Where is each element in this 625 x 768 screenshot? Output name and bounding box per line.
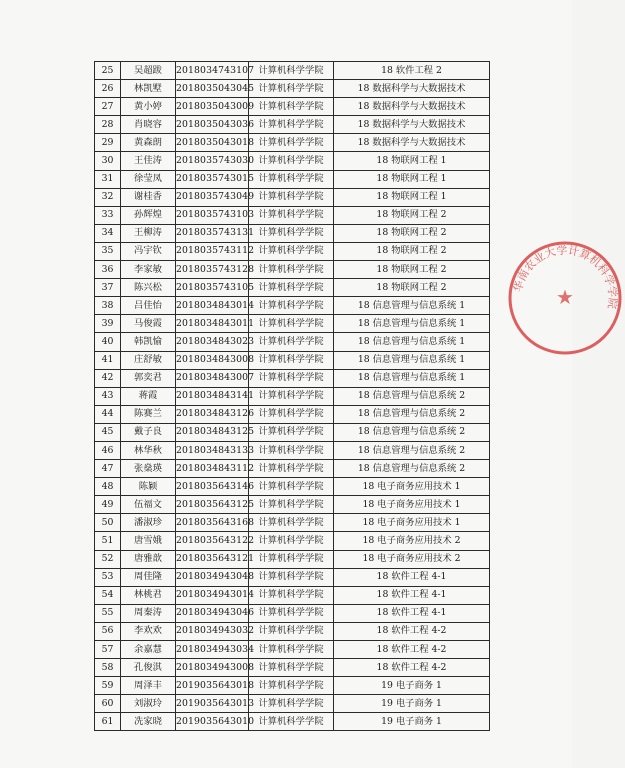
student-id: 2018034843125 (176, 423, 249, 441)
major-class: 18 物联网工程 2 (334, 242, 490, 260)
student-name: 吴超跋 (121, 62, 176, 80)
student-id: 2018034943034 (176, 641, 249, 659)
row-number: 60 (95, 695, 121, 713)
student-name: 王柳涛 (121, 224, 176, 242)
student-id: 2019035643018 (176, 677, 249, 695)
college-name: 计算机科学学院 (249, 369, 334, 387)
student-id: 2018035743128 (176, 261, 249, 279)
major-class: 18 数据科学与大数据技术 (334, 116, 490, 134)
table-row (95, 206, 490, 224)
student-id: 2018034943032 (176, 622, 249, 640)
major-class: 18 软件工程 4-2 (334, 641, 490, 659)
table-row (95, 170, 490, 188)
student-id: 2018035743049 (176, 188, 249, 206)
row-number: 40 (95, 333, 121, 351)
student-name: 潘淑珍 (121, 514, 176, 532)
college-name: 计算机科学学院 (249, 423, 334, 441)
row-number: 26 (95, 80, 121, 98)
college-name: 计算机科学学院 (249, 62, 334, 80)
major-class: 18 物联网工程 1 (334, 188, 490, 206)
row-number: 59 (95, 677, 121, 695)
college-name: 计算机科学学院 (249, 351, 334, 369)
student-id: 2018034843133 (176, 441, 249, 459)
college-name: 计算机科学学院 (249, 297, 334, 315)
college-name: 计算机科学学院 (249, 514, 334, 532)
student-id: 2018034943008 (176, 659, 249, 677)
college-name: 计算机科学学院 (249, 478, 334, 496)
row-number: 45 (95, 423, 121, 441)
student-name: 王佳涛 (121, 152, 176, 170)
row-number: 27 (95, 98, 121, 116)
college-name: 计算机科学学院 (249, 206, 334, 224)
college-name: 计算机科学学院 (249, 713, 334, 731)
student-id: 2018035743112 (176, 242, 249, 260)
student-name: 郭奕君 (121, 369, 176, 387)
college-name: 计算机科学学院 (249, 405, 334, 423)
table-row (95, 387, 490, 405)
student-name: 余嘉慧 (121, 641, 176, 659)
table-row (95, 116, 490, 134)
college-name: 计算机科学学院 (249, 604, 334, 622)
student-name: 蒋霞 (121, 387, 176, 405)
student-id: 2018035643121 (176, 550, 249, 568)
table-row (95, 586, 490, 604)
row-number: 42 (95, 369, 121, 387)
table-row (95, 568, 490, 586)
student-name: 陈赛兰 (121, 405, 176, 423)
major-class: 18 电子商务应用技术 1 (334, 478, 490, 496)
college-name: 计算机科学学院 (249, 622, 334, 640)
student-name: 马俊霞 (121, 315, 176, 333)
student-name: 黄森朗 (121, 134, 176, 152)
college-name: 计算机科学学院 (249, 170, 334, 188)
row-number: 34 (95, 224, 121, 242)
row-number: 49 (95, 496, 121, 514)
table-row (95, 441, 490, 459)
student-id: 2018035743030 (176, 152, 249, 170)
college-name: 计算机科学学院 (249, 188, 334, 206)
student-name: 周佳隆 (121, 568, 176, 586)
college-name: 计算机科学学院 (249, 586, 334, 604)
row-number: 61 (95, 713, 121, 731)
table-row (95, 460, 490, 478)
college-name: 计算机科学学院 (249, 152, 334, 170)
college-name: 计算机科学学院 (249, 224, 334, 242)
student-id: 2018034843112 (176, 460, 249, 478)
student-name: 谢桂香 (121, 188, 176, 206)
row-number: 36 (95, 261, 121, 279)
table-row (95, 423, 490, 441)
student-id: 2018035643146 (176, 478, 249, 496)
college-name: 计算机科学学院 (249, 659, 334, 677)
student-id: 2018035643125 (176, 496, 249, 514)
table-row (95, 695, 490, 713)
student-id: 2018035043045 (176, 80, 249, 98)
row-number: 54 (95, 586, 121, 604)
college-name: 计算机科学学院 (249, 261, 334, 279)
major-class: 18 信息管理与信息系统 1 (334, 315, 490, 333)
college-name: 计算机科学学院 (249, 677, 334, 695)
student-name: 伍福文 (121, 496, 176, 514)
row-number: 50 (95, 514, 121, 532)
college-name: 计算机科学学院 (249, 279, 334, 297)
student-name: 李欢欢 (121, 622, 176, 640)
svg-text:华南农业大学计算机科学学院: 华南农业大学计算机科学学院 (511, 243, 620, 310)
student-id: 2018035643122 (176, 532, 249, 550)
student-name: 孔俊淇 (121, 659, 176, 677)
college-name: 计算机科学学院 (249, 315, 334, 333)
roster-body (95, 62, 490, 731)
student-id: 2018034943046 (176, 604, 249, 622)
major-class: 18 电子商务应用技术 1 (334, 514, 490, 532)
student-id: 2018034743107 (176, 62, 249, 80)
major-class: 18 物联网工程 2 (334, 206, 490, 224)
row-number: 35 (95, 242, 121, 260)
table-row (95, 224, 490, 242)
student-id: 2018034843023 (176, 333, 249, 351)
college-name: 计算机科学学院 (249, 695, 334, 713)
table-row (95, 713, 490, 731)
student-id: 2019035643013 (176, 695, 249, 713)
table-row (95, 62, 490, 80)
table-row (95, 532, 490, 550)
row-number: 47 (95, 460, 121, 478)
student-roster-table (94, 61, 490, 731)
major-class: 18 物联网工程 2 (334, 224, 490, 242)
student-id: 2018035043009 (176, 98, 249, 116)
table-row (95, 333, 490, 351)
major-class: 18 信息管理与信息系统 1 (334, 369, 490, 387)
major-class: 18 信息管理与信息系统 2 (334, 405, 490, 423)
major-class: 18 数据科学与大数据技术 (334, 80, 490, 98)
student-name: 周秦涛 (121, 604, 176, 622)
student-name: 孙辉煌 (121, 206, 176, 224)
student-name: 冼家晓 (121, 713, 176, 731)
table-row (95, 659, 490, 677)
major-class: 19 电子商务 1 (334, 677, 490, 695)
table-row (95, 279, 490, 297)
major-class: 18 物联网工程 2 (334, 279, 490, 297)
row-number: 53 (95, 568, 121, 586)
student-id: 2018035743103 (176, 206, 249, 224)
row-number: 44 (95, 405, 121, 423)
major-class: 18 软件工程 4-2 (334, 622, 490, 640)
table-row (95, 478, 490, 496)
table-row (95, 622, 490, 640)
table-row (95, 641, 490, 659)
major-class: 18 软件工程 4-1 (334, 586, 490, 604)
major-class: 18 数据科学与大数据技术 (334, 98, 490, 116)
student-name: 李家敏 (121, 261, 176, 279)
college-name: 计算机科学学院 (249, 116, 334, 134)
table-row (95, 242, 490, 260)
student-id: 2018034843011 (176, 315, 249, 333)
student-id: 2018034843014 (176, 297, 249, 315)
student-id: 2018035643168 (176, 514, 249, 532)
student-id: 2018034843007 (176, 369, 249, 387)
student-id: 2019035643010 (176, 713, 249, 731)
college-name: 计算机科学学院 (249, 134, 334, 152)
major-class: 18 信息管理与信息系统 1 (334, 297, 490, 315)
table-row (95, 152, 490, 170)
official-seal-stamp (505, 238, 625, 358)
college-name: 计算机科学学院 (249, 242, 334, 260)
row-number: 56 (95, 622, 121, 640)
student-name: 徐莹凤 (121, 170, 176, 188)
college-name: 计算机科学学院 (249, 641, 334, 659)
student-name: 林桃君 (121, 586, 176, 604)
college-name: 计算机科学学院 (249, 550, 334, 568)
student-name: 韩凯愉 (121, 333, 176, 351)
student-name: 林凯墅 (121, 80, 176, 98)
table-row (95, 134, 490, 152)
row-number: 46 (95, 441, 121, 459)
major-class: 18 电子商务应用技术 2 (334, 532, 490, 550)
table-row (95, 80, 490, 98)
college-name: 计算机科学学院 (249, 333, 334, 351)
student-name: 陈兴松 (121, 279, 176, 297)
major-class: 18 软件工程 4-1 (334, 568, 490, 586)
major-class: 18 电子商务应用技术 2 (334, 550, 490, 568)
major-class: 18 信息管理与信息系统 2 (334, 423, 490, 441)
table-row (95, 514, 490, 532)
college-name: 计算机科学学院 (249, 460, 334, 478)
row-number: 43 (95, 387, 121, 405)
student-name: 庄舒敏 (121, 351, 176, 369)
row-number: 48 (95, 478, 121, 496)
major-class: 18 软件工程 2 (334, 62, 490, 80)
college-name: 计算机科学学院 (249, 98, 334, 116)
row-number: 37 (95, 279, 121, 297)
student-name: 冯宇钦 (121, 242, 176, 260)
table-row (95, 604, 490, 622)
row-number: 25 (95, 62, 121, 80)
table-row (95, 496, 490, 514)
table-row (95, 315, 490, 333)
major-class: 18 数据科学与大数据技术 (334, 134, 490, 152)
table-row (95, 351, 490, 369)
table-row (95, 261, 490, 279)
row-number: 32 (95, 188, 121, 206)
student-name: 张燊瑛 (121, 460, 176, 478)
row-number: 39 (95, 315, 121, 333)
major-class: 18 软件工程 4-1 (334, 604, 490, 622)
student-id: 2018034943014 (176, 586, 249, 604)
student-id: 2018034943048 (176, 568, 249, 586)
table-row (95, 297, 490, 315)
student-name: 周泽丰 (121, 677, 176, 695)
college-name: 计算机科学学院 (249, 80, 334, 98)
student-id: 2018034843126 (176, 405, 249, 423)
row-number: 57 (95, 641, 121, 659)
major-class: 18 物联网工程 1 (334, 170, 490, 188)
major-class: 18 信息管理与信息系统 2 (334, 460, 490, 478)
row-number: 33 (95, 206, 121, 224)
row-number: 28 (95, 116, 121, 134)
row-number: 51 (95, 532, 121, 550)
row-number: 30 (95, 152, 121, 170)
row-number: 31 (95, 170, 121, 188)
college-name: 计算机科学学院 (249, 568, 334, 586)
row-number: 58 (95, 659, 121, 677)
student-name: 黄小婷 (121, 98, 176, 116)
student-name: 肖晓容 (121, 116, 176, 134)
student-id: 2018035743105 (176, 279, 249, 297)
major-class: 18 信息管理与信息系统 2 (334, 441, 490, 459)
major-class: 18 信息管理与信息系统 1 (334, 333, 490, 351)
student-name: 陈颖 (121, 478, 176, 496)
student-name: 吕佳怡 (121, 297, 176, 315)
college-name: 计算机科学学院 (249, 441, 334, 459)
student-id: 2018034843008 (176, 351, 249, 369)
major-class: 18 软件工程 4-2 (334, 659, 490, 677)
major-class: 18 信息管理与信息系统 1 (334, 351, 490, 369)
row-number: 52 (95, 550, 121, 568)
major-class: 18 电子商务应用技术 1 (334, 496, 490, 514)
student-id: 2018035043036 (176, 116, 249, 134)
student-id: 2018035743015 (176, 170, 249, 188)
table-row (95, 405, 490, 423)
row-number: 38 (95, 297, 121, 315)
major-class: 18 物联网工程 2 (334, 261, 490, 279)
table-row (95, 550, 490, 568)
student-name: 刘淑玲 (121, 695, 176, 713)
student-name: 林华秋 (121, 441, 176, 459)
major-class: 19 电子商务 1 (334, 713, 490, 731)
student-name: 唐雪娥 (121, 532, 176, 550)
row-number: 55 (95, 604, 121, 622)
college-name: 计算机科学学院 (249, 496, 334, 514)
college-name: 计算机科学学院 (249, 387, 334, 405)
major-class: 18 信息管理与信息系统 2 (334, 387, 490, 405)
student-name: 戴子良 (121, 423, 176, 441)
student-id: 2018035743131 (176, 224, 249, 242)
table-row (95, 98, 490, 116)
row-number: 29 (95, 134, 121, 152)
table-row (95, 677, 490, 695)
svg-text:★: ★ (556, 285, 574, 309)
row-number: 41 (95, 351, 121, 369)
college-name: 计算机科学学院 (249, 532, 334, 550)
student-id: 2018035043018 (176, 134, 249, 152)
student-id: 2018034843141 (176, 387, 249, 405)
major-class: 18 物联网工程 1 (334, 152, 490, 170)
major-class: 19 电子商务 1 (334, 695, 490, 713)
student-name: 唐雅歆 (121, 550, 176, 568)
table-row (95, 369, 490, 387)
table-row (95, 188, 490, 206)
